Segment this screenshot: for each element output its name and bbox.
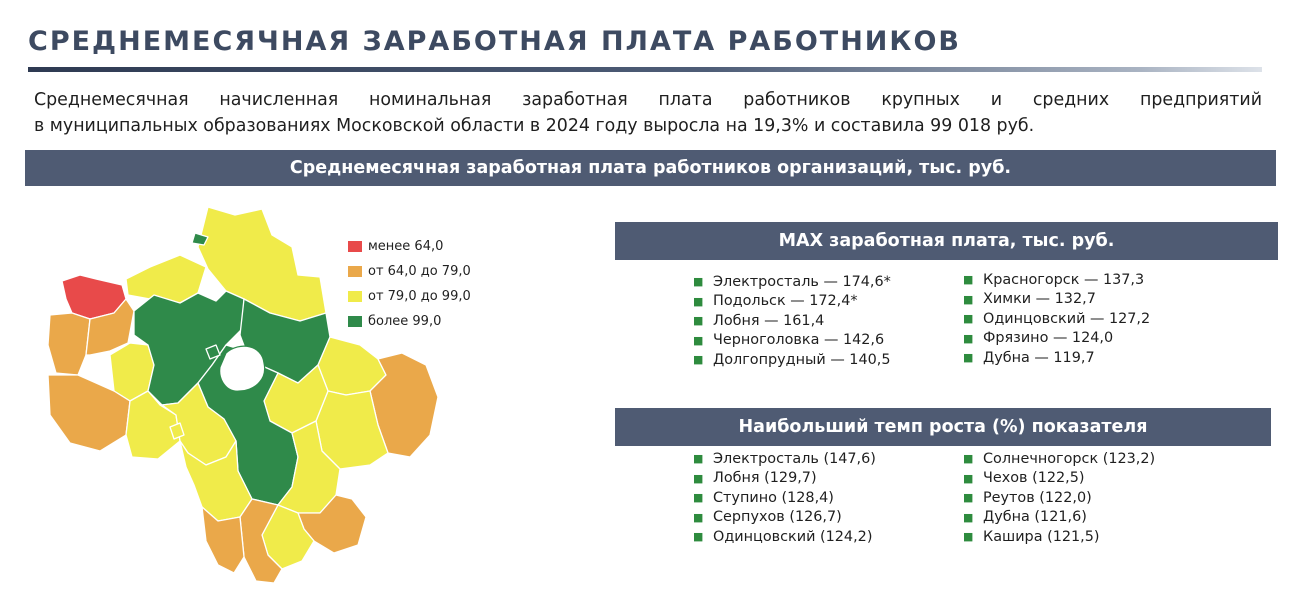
list-item-text: Электросталь — 174,6* [713,273,891,290]
bullet-icon: ■ [693,353,704,367]
list-item [693,292,891,312]
legend-swatch-yellow [348,291,362,302]
list-item [693,272,891,292]
legend-swatch-orange [348,266,362,277]
intro-paragraph [34,87,1262,139]
list-item [693,331,891,351]
legend-swatch-red [348,241,362,252]
bullet-icon: ■ [963,452,974,466]
list-item [963,488,1155,508]
bullet-icon: ■ [963,471,974,485]
bullet-icon: ■ [963,312,974,326]
bullet-icon: ■ [963,491,974,505]
bullet-icon: ■ [693,471,704,485]
list-item-text: Дубна (121,6) [983,509,1087,526]
max-salary-list-right [963,270,1150,368]
bullet-icon: ■ [963,351,974,365]
list-item-text: Серпухов (126,7) [713,509,842,526]
bullet-icon: ■ [693,294,704,308]
map-region-orange [48,313,90,375]
moscow-city-area [220,346,265,391]
legend-item [348,309,471,334]
bullet-icon: ■ [693,333,704,347]
legend-item [348,259,471,284]
list-item-text: Одинцовский — 127,2 [983,310,1151,327]
list-item [693,311,891,331]
legend-label: менее 64,0 [368,239,444,254]
bullet-icon: ■ [693,452,704,466]
list-item-text: Лобня — 161,4 [713,312,825,329]
list-item [963,469,1155,489]
legend-item [348,234,471,259]
bullet-icon: ■ [963,292,974,306]
list-item-text: Фрязино — 124,0 [983,330,1114,347]
bullet-icon: ■ [963,273,974,287]
list-item [693,469,876,489]
list-item [963,329,1150,349]
max-salary-banner: MAX заработная плата, тыс. руб. [615,222,1278,260]
bullet-icon: ■ [693,530,704,544]
list-item [693,527,876,547]
list-item-text: Дубна — 119,7 [983,349,1095,366]
list-item-text: Долгопрудный — 140,5 [713,351,891,368]
section-banner: Среднемесячная заработная плата работников организаций, тыс. руб. [25,150,1276,186]
list-item-text: Солнечногорск (123,2) [983,450,1156,467]
list-item-text: Кашира (121,5) [983,528,1100,545]
bullet-icon: ■ [693,510,704,524]
intro-line-1: Среднемесячная начисленная номинальная заработная плата работников крупных и средних предприятий [34,90,1262,110]
bullet-icon: ■ [693,491,704,505]
list-item [693,449,876,469]
list-item-text: Реутов (122,0) [983,489,1092,506]
title-underline [28,67,1262,72]
list-item [963,449,1155,469]
list-item-text: Чехов (122,5) [983,470,1085,487]
bullet-icon: ■ [963,510,974,524]
list-item-text: Химки — 132,7 [983,291,1096,308]
legend-item [348,284,471,309]
max-salary-list-left [693,272,891,370]
map-legend [348,234,471,334]
list-item [963,290,1150,310]
list-item-text: Подольск — 172,4* [713,293,858,310]
list-item [963,508,1155,528]
list-item [963,527,1155,547]
list-item-text: Электросталь (147,6) [713,450,876,467]
growth-list-left [693,449,876,547]
list-item [963,309,1150,329]
list-item [963,270,1150,290]
page-title: СРЕДНЕМЕСЯЧНАЯ ЗАРАБОТНАЯ ПЛАТА РАБОТНИКОВ [28,26,962,57]
legend-label: от 64,0 до 79,0 [368,264,471,279]
growth-list-right [963,449,1155,547]
list-item-text: Черноголовка — 142,6 [713,332,885,349]
growth-rate-banner: Наибольший темп роста (%) показателя [615,408,1271,446]
legend-label: более 99,0 [368,314,442,329]
bullet-icon: ■ [963,331,974,345]
intro-line-2: в муниципальных образованиях Московской области в 2024 году выросла на 19,3% и составила 99 018 руб. [34,116,1035,136]
list-item [693,508,876,528]
legend-label: от 79,0 до 99,0 [368,289,471,304]
list-item-text: Ступино (128,4) [713,489,834,506]
bullet-icon: ■ [693,314,704,328]
list-item-text: Одинцовский (124,2) [713,528,873,545]
bullet-icon: ■ [693,275,704,289]
legend-swatch-green [348,316,362,327]
list-item [963,348,1150,368]
list-item [693,350,891,370]
list-item-text: Лобня (129,7) [713,470,817,487]
bullet-icon: ■ [963,530,974,544]
list-item-text: Красногорск — 137,3 [983,271,1145,288]
list-item [693,488,876,508]
